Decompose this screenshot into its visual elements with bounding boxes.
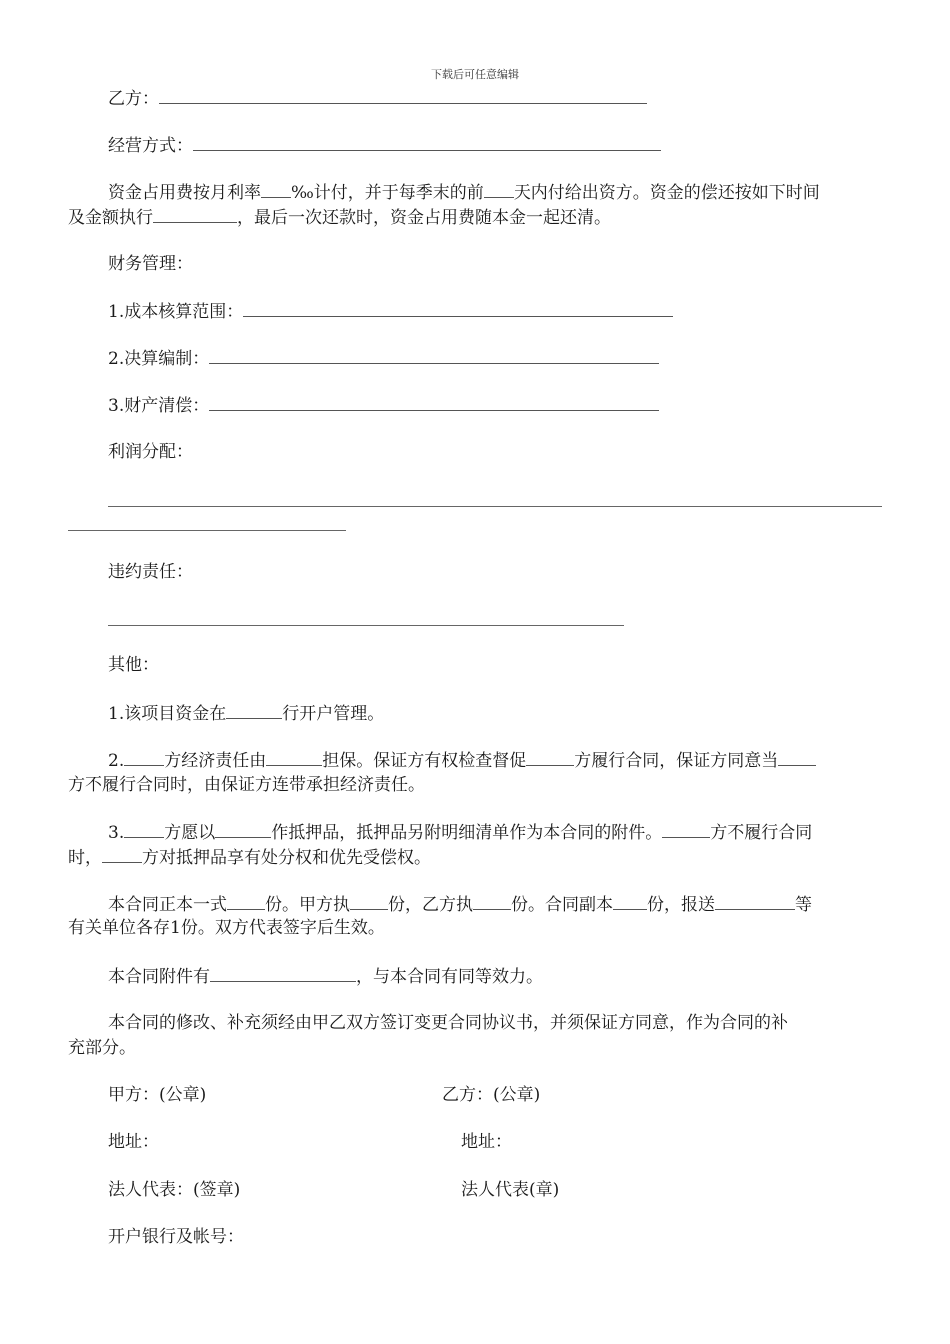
- recipient-blank[interactable]: [715, 892, 795, 910]
- fee-line-2: [68, 205, 611, 230]
- business-mode-blank[interactable]: [193, 133, 661, 151]
- party-b-seal: 乙方：(公章): [442, 1085, 541, 1105]
- breach-blank-line[interactable]: [108, 625, 624, 626]
- copies-text-d: 份。合同副本: [511, 895, 613, 915]
- other-item-3-text-b: 方愿以: [164, 823, 216, 843]
- party-blank-3[interactable]: [778, 748, 816, 766]
- fee-text-d: 及金额执行: [68, 208, 153, 228]
- profit-blank-line-1[interactable]: [108, 506, 882, 507]
- creditor-party-blank[interactable]: [102, 845, 142, 863]
- copies-line-1: [108, 892, 812, 917]
- breach-title: 违约责任：: [108, 562, 193, 582]
- other-item-2-text-a: 2.: [108, 751, 125, 771]
- finance-item-3-label: 3.财产清偿：: [108, 396, 210, 416]
- profit-title: 利润分配：: [108, 442, 193, 462]
- other-item-3-text-f: 方对抵押品享有处分权和优先受偿权。: [142, 848, 431, 868]
- guarantor-blank[interactable]: [266, 748, 322, 766]
- party-b-line: [108, 86, 647, 111]
- copies-text-b: 份。甲方执: [265, 895, 350, 915]
- party-blank-2[interactable]: [526, 748, 574, 766]
- finance-item-1-label: 1.成本核算范围：: [108, 302, 244, 322]
- finance-item-1: [108, 299, 673, 324]
- fee-text-a: 资金占用费按月利率: [108, 183, 261, 203]
- duplicate-count-blank[interactable]: [613, 892, 647, 910]
- party-b-count-blank[interactable]: [473, 892, 511, 910]
- party-b-representative: 法人代表(章): [461, 1180, 560, 1200]
- business-mode-label: 经营方式：: [108, 136, 193, 156]
- days-blank[interactable]: [484, 180, 514, 198]
- copies-line-2: 有关单位各存1份。双方代表签字后生效。: [68, 918, 385, 938]
- other-item-3-line-1: [108, 820, 812, 845]
- other-title: 其他：: [108, 655, 159, 675]
- amount-blank[interactable]: [153, 205, 237, 223]
- other-item-3-text-e: 时，: [68, 848, 102, 868]
- party-b-address: 地址：: [461, 1132, 512, 1152]
- finance-title: 财务管理：: [108, 254, 193, 274]
- party-a-seal: 甲方：(公章): [108, 1085, 207, 1105]
- amendment-line-2: 充部分。: [68, 1038, 136, 1058]
- fee-text-c: 天内付给出资方。资金的偿还按如下时间: [513, 183, 820, 203]
- party-blank-1[interactable]: [124, 748, 164, 766]
- rate-blank[interactable]: [261, 180, 291, 198]
- other-item-3-text-d: 方不履行合同: [710, 823, 813, 843]
- defaulting-party-blank[interactable]: [662, 820, 710, 838]
- fee-text-e: ，最后一次还款时，资金占用费随本金一起还清。: [237, 208, 611, 228]
- copies-text-e: 份，报送: [647, 895, 715, 915]
- bank-account-label: 开户银行及帐号：: [108, 1227, 244, 1247]
- finance-item-2-blank[interactable]: [209, 346, 659, 364]
- finance-item-1-blank[interactable]: [243, 299, 673, 317]
- copies-text-a: 本合同正本一式: [108, 895, 227, 915]
- party-a-representative: 法人代表：(签章): [108, 1180, 241, 1200]
- other-item-2-line-1: [108, 748, 816, 773]
- other-item-1-text-b: 行开户管理。: [282, 704, 385, 724]
- finance-item-2: [108, 346, 659, 371]
- fee-line-1: [108, 180, 820, 205]
- other-item-3-text-a: 3.: [108, 823, 125, 843]
- download-note: 下载后可任意编辑: [431, 68, 519, 81]
- finance-item-2-label: 2.决算编制：: [108, 349, 210, 369]
- other-item-3-line-2: [68, 845, 431, 870]
- other-item-1: [108, 701, 384, 726]
- attachment-blank[interactable]: [210, 964, 356, 982]
- other-item-3-text-c: 作抵押品，抵押品另附明细清单作为本合同的附件。: [271, 823, 663, 843]
- party-a-address: 地址：: [108, 1132, 159, 1152]
- party-b-label: 乙方：: [108, 89, 159, 109]
- other-item-2-text-c: 担保。保证方有权检查督促: [322, 751, 527, 771]
- other-item-1-text-a: 1.该项目资金在: [108, 704, 227, 724]
- party-b-blank[interactable]: [159, 86, 647, 104]
- amendment-line-1: 本合同的修改、补充须经由甲乙双方签订变更合同协议书，并须保证方同意，作为合同的补: [108, 1013, 788, 1033]
- attachment-text-a: 本合同附件有: [108, 967, 210, 987]
- finance-item-3: [108, 393, 659, 418]
- finance-item-3-blank[interactable]: [209, 393, 659, 411]
- attachment-text-b: ，与本合同有同等效力。: [356, 967, 543, 987]
- collateral-blank[interactable]: [215, 820, 271, 838]
- other-item-2-line-2: 方不履行合同时，由保证方连带承担经济责任。: [68, 775, 425, 795]
- original-count-blank[interactable]: [227, 892, 265, 910]
- attachment-line: [108, 964, 543, 989]
- pledgor-blank[interactable]: [124, 820, 164, 838]
- other-item-2-text-b: 方经济责任由: [164, 751, 267, 771]
- bank-name-blank[interactable]: [226, 701, 282, 719]
- copies-text-f: 等: [795, 895, 812, 915]
- business-mode-line: [108, 133, 661, 158]
- other-item-2-text-d: 方履行合同，保证方同意当: [574, 751, 779, 771]
- profit-blank-line-2[interactable]: [68, 530, 346, 531]
- copies-text-c: 份，乙方执: [388, 895, 473, 915]
- party-a-count-blank[interactable]: [350, 892, 388, 910]
- fee-text-b: ‰计付，并于每季末的前: [291, 183, 484, 203]
